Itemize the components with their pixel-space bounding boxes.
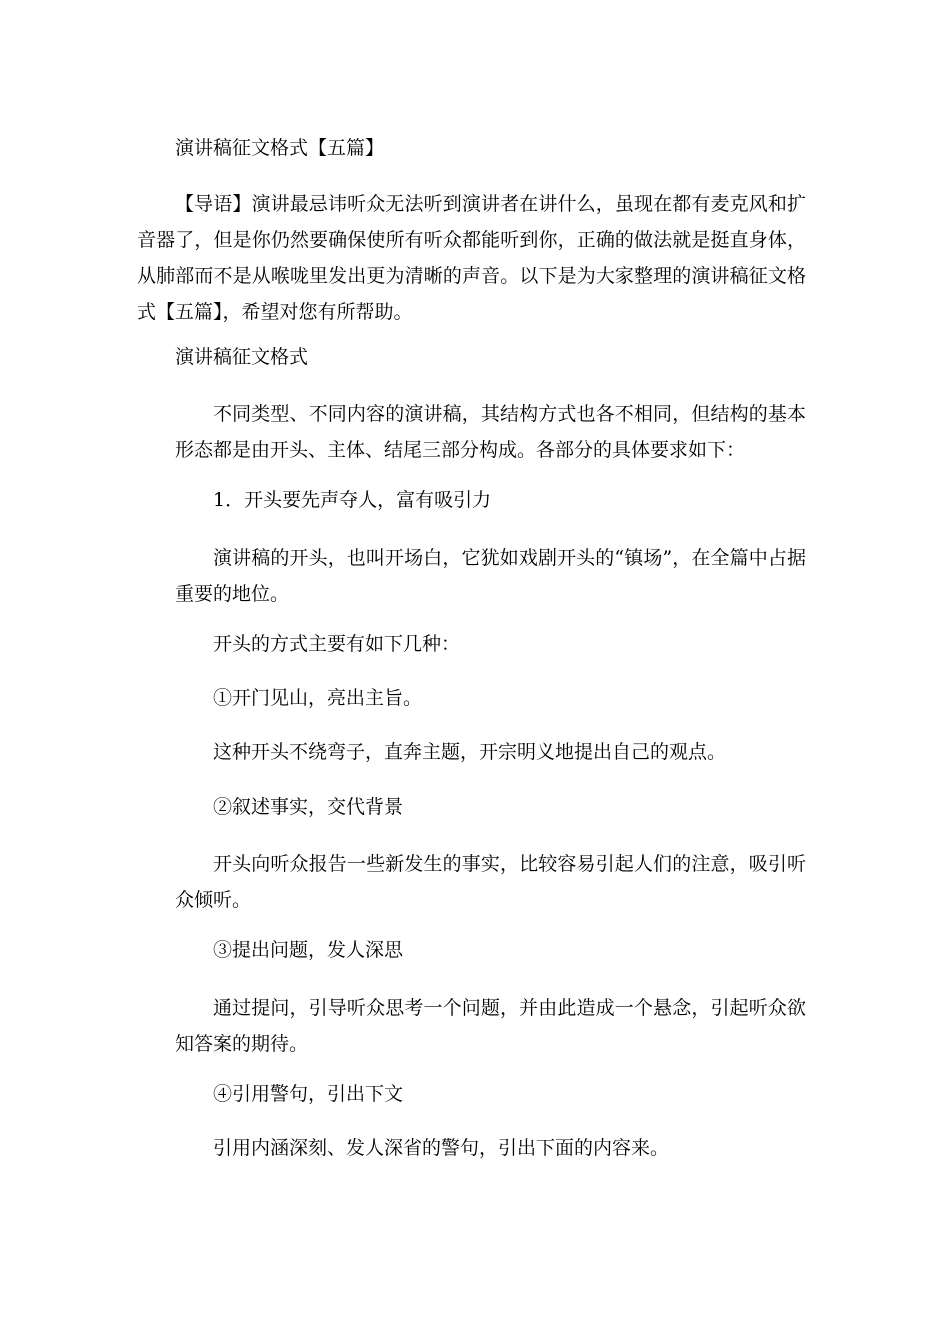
method-1-text: 这种开头不绕弯子，直奔主题，开宗明义地提出自己的观点。 — [213, 741, 727, 763]
item-1-heading: 1．开头要先声夺人，富有吸引力 — [213, 489, 492, 511]
intro-paragraph: 【导语】演讲最忌讳听众无法听到演讲者在讲什么，虽现在都有麦克风和扩音器了，但是你仍然要确保使所有听众都能听到你，正确的做法就是挺直身体，从肺部而不是从喉咙里发出更为清晰的声音。以下是为大家整理的演讲稿征文格式【五篇】，希望对您有所帮助。 — [137, 193, 806, 323]
method-2-text: 开头向听众报告一些新发生的事实，比较容易引起人们的注意，吸引听众倾听。 — [175, 853, 806, 911]
method-4-heading: ④引用警句，引出下文 — [213, 1083, 404, 1105]
method-4-text: 引用内涵深刻、发人深省的警句，引出下面的内容来。 — [213, 1137, 670, 1159]
document-title: 演讲稿征文格式【五篇】 — [175, 137, 385, 159]
opening-paragraph: 演讲稿的开头，也叫开场白，它犹如戏剧开头的“镇场”，在全篇中占据重要的地位。 — [175, 547, 806, 605]
method-3-heading: ③提出问题，发人深思 — [213, 939, 404, 961]
section-heading: 演讲稿征文格式 — [175, 346, 309, 368]
opening-methods-intro: 开头的方式主要有如下几种： — [213, 633, 461, 655]
structure-paragraph: 不同类型、不同内容的演讲稿，其结构方式也各不相同，但结构的基本形态都是由开头、主体、结尾三部分构成。各部分的具体要求如下： — [175, 403, 806, 461]
method-1-heading: ①开门见山，亮出主旨。 — [213, 687, 423, 709]
method-2-heading: ②叙述事实，交代背景 — [213, 796, 404, 818]
method-3-text: 通过提问，引导听众思考一个问题，并由此造成一个悬念，引起听众欲知答案的期待。 — [175, 997, 806, 1055]
